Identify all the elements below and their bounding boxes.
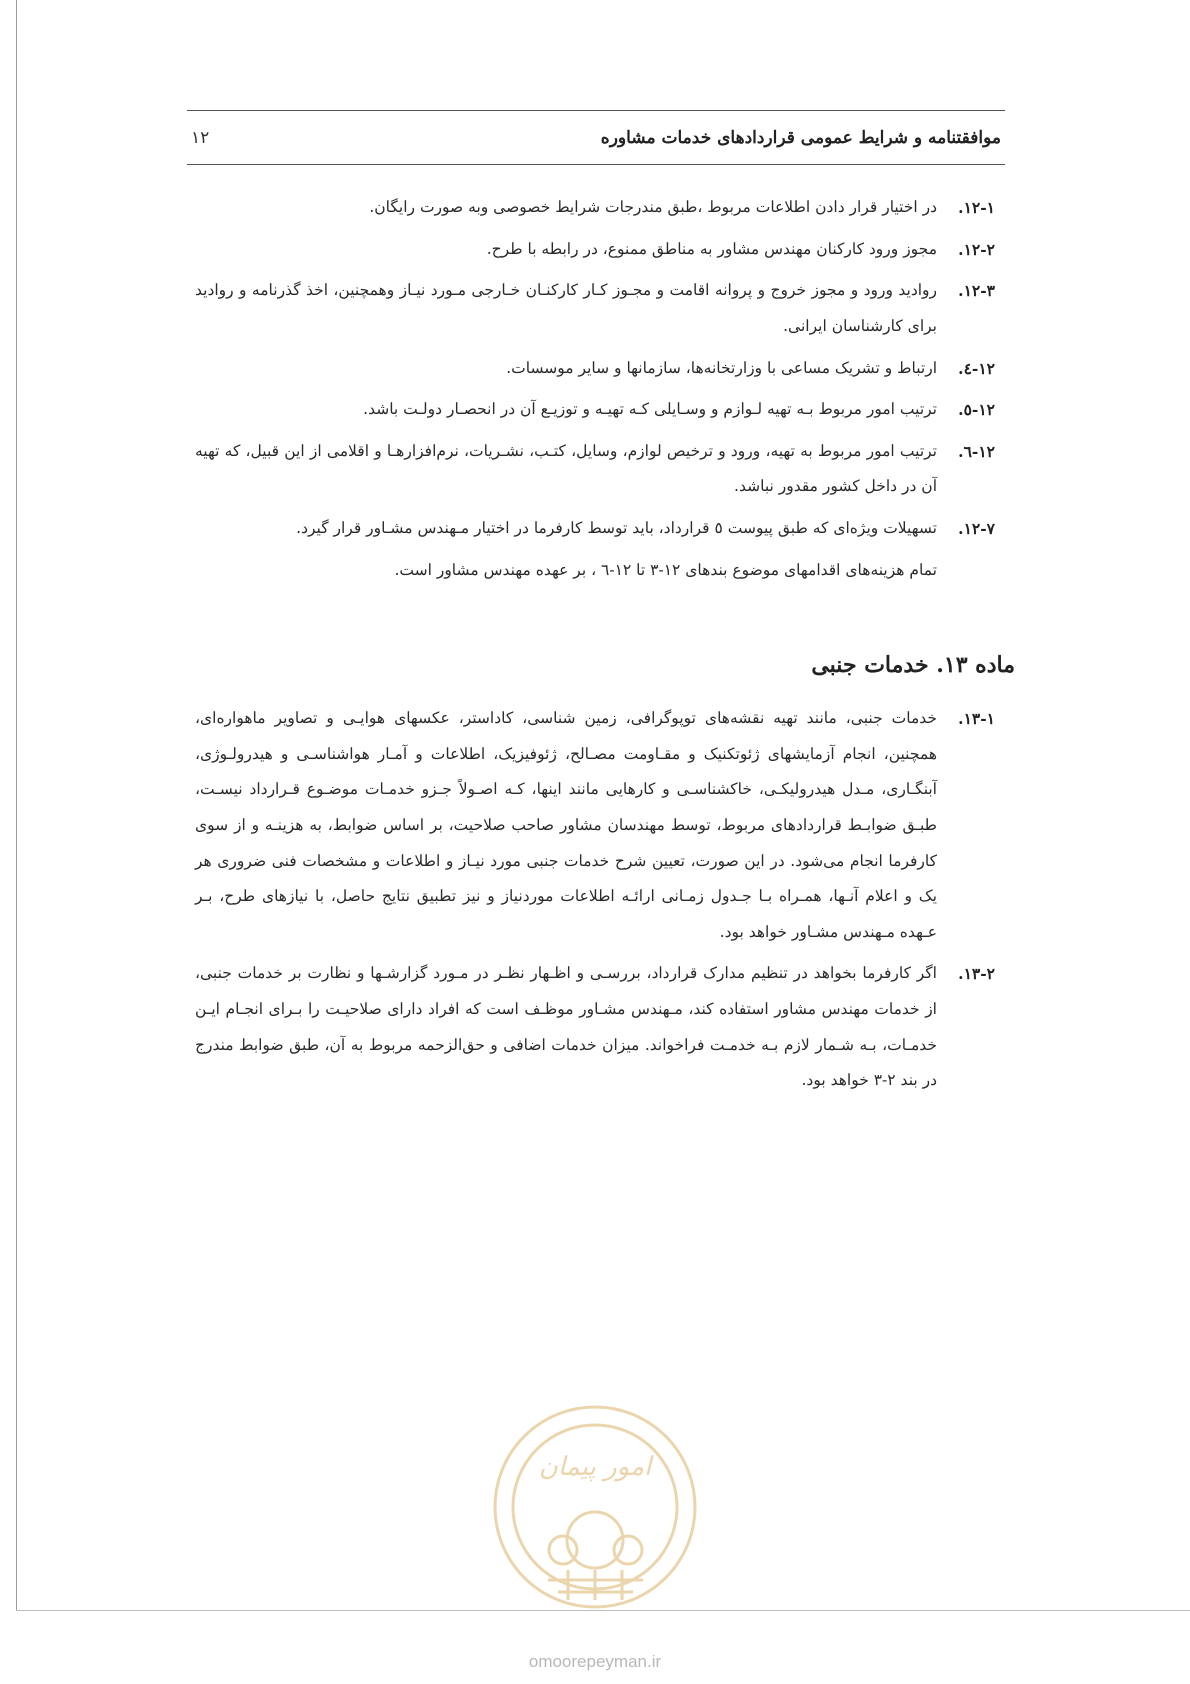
- clause-text: در اختیار قرار دادن اطلاعات مربوط ،طبق مندرجات شرایط خصوصی وبه صورت رایگان.: [369, 198, 937, 216]
- watermark-lettering: امور پیمان: [538, 1452, 652, 1482]
- page-number: ۱۲: [191, 127, 210, 148]
- clause-13-2: [195, 956, 995, 1099]
- footer-site-url: omoorepeyman.ir: [528, 1652, 662, 1671]
- clause-number: ۱۲-۷.: [958, 519, 995, 539]
- clause-text: خدمات جنبی، مانند تهیه نقشه‌های توپوگرافی، زمین شناسی، کاداستر، عکسهای هوایـی و تصاویر ماهواره‌ای، همچنین، انجام آزمایشهای ژئوتکنیک و مقـاومت مصـالح، ژئوفیزیک، اطلاعات و آمـار هواشناسـی و هیدرولـوژی، آبنگـاری، مـدل هیدرولیکـی، خاکشناسـی و کارهایی مانند اینها، کـه اصـولاً جـزو خدمـات موضـوع قـرارداد نیسـت، طبـق ضوابـط قراردادهای مربوط، توسط مهندسان مشاور صاحب صلاحیت، بر اساس ضوابط، به هزینـه و از سوی کارفرما انجام می‌شود. در این صورت، تعیین شرح خدمات جنبی مورد نیـاز و اطلاعات و مشخصات فنی ضروری هر یک و اعلام آنـها، همـراه بـا جـدول زمـانی ارائـه اطلاعات موردنیاز و نیز تطبیق نتایج حاصل، با نیازهای طرح، بـر عـهده مـهندس مشـاور خواهد بود.: [195, 709, 937, 941]
- section-13-title: ماده ۱۳. خدمات جنبی: [811, 652, 1015, 679]
- clause-text: روادید ورود و مجوز خروج و پروانه اقامت و مجـوز کـار کارکنـان خـارجی مـورد نیـاز وهمچنین، اخذ گذرنامه و روادید برای کارشناسان ایرانی.: [195, 281, 937, 335]
- clause-number: ۱۳-۲.: [958, 964, 995, 984]
- header-title: موافقتنامه و شرایط عمومی قراردادهای خدمات مشاوره: [600, 127, 1001, 148]
- clause-text: ترتیب امور مربوط بـه تهیه لـوازم و وسـایلی کـه تهیـه و توزیـع آن در انحصـار دولـت باشد.: [363, 400, 937, 419]
- clause-number: ۱۲-٦.: [958, 441, 995, 461]
- clause-12-6: [195, 434, 995, 505]
- cost-note: تمام هزینه‌های اقدامهای موضوع بندهای ۱۲-۳ تا ۱۲-٦ ، بر عهده مهندس مشاور است.: [394, 560, 937, 579]
- clause-number: ۱۳-۱.: [958, 709, 995, 728]
- watermark-seal: [488, 1400, 703, 1615]
- clause-number: ۱۲-۱.: [958, 198, 995, 217]
- clause-12-1: [195, 190, 995, 226]
- clause-text: ترتیب امور مربوط به تهیه، ورود و ترخیص لوازم، وسایل، کتـب، نشـریات، نرم‌افزارهـا و اقلامی از این قبیل، که تهیه آن در داخل کشور مقدور نباشد.: [195, 441, 937, 496]
- clause-12-5: [195, 392, 995, 428]
- page-body: [195, 190, 1015, 1105]
- clause-number: ۱۲-٥.: [958, 400, 995, 420]
- clause-12-4: [195, 351, 995, 387]
- clause-13-1: [195, 701, 995, 950]
- clause-number: ۱۲-۲.: [958, 239, 995, 259]
- running-header: [187, 110, 1005, 165]
- clause-12-7: [195, 511, 995, 547]
- clause-12-3: [195, 273, 995, 344]
- clause-number: ۱۲-۳.: [958, 281, 995, 301]
- clause-number: ۱۲-٤.: [958, 358, 995, 378]
- clause-text: ارتباط و تشریک مساعی با وزارتخانه‌ها، سازمانها و سایر موسسات.: [506, 358, 937, 377]
- clause-text: اگر کارفرما بخواهد در تنظیم مدارک قرارداد، بررسـی و اظـهار نظـر در مـورد گزارشـها و نظارت بر خدمات جنبی، از خدمات مهندس مشاور استفاده کند، مـهندس مشـاور موظـف است که افراد دارای صلاحیـت را بـرای انجـام ایـن خدمـات، بـه شـمار لازم بـه خدمـت فراخواند. میزان خدمات اضافی و حق‌الزحمه مربوط به آن، طبق ضوابط مندرج در بند ۲-۳ خواهد بود.: [195, 964, 937, 1090]
- page-edge-left: [16, 0, 17, 1610]
- clause-text: تسهیلات ویژه‌ای که طبق پیوست ٥ قرارداد، باید توسط کارفرما در اختیار مـهندس مشـاور قرار گیرد.: [296, 519, 937, 538]
- clause-12-2: [195, 232, 995, 268]
- clause-text: مجوز ورود کارکنان مهندس مشاور به مناطق ممنوع، در رابطه با طرح.: [486, 239, 937, 258]
